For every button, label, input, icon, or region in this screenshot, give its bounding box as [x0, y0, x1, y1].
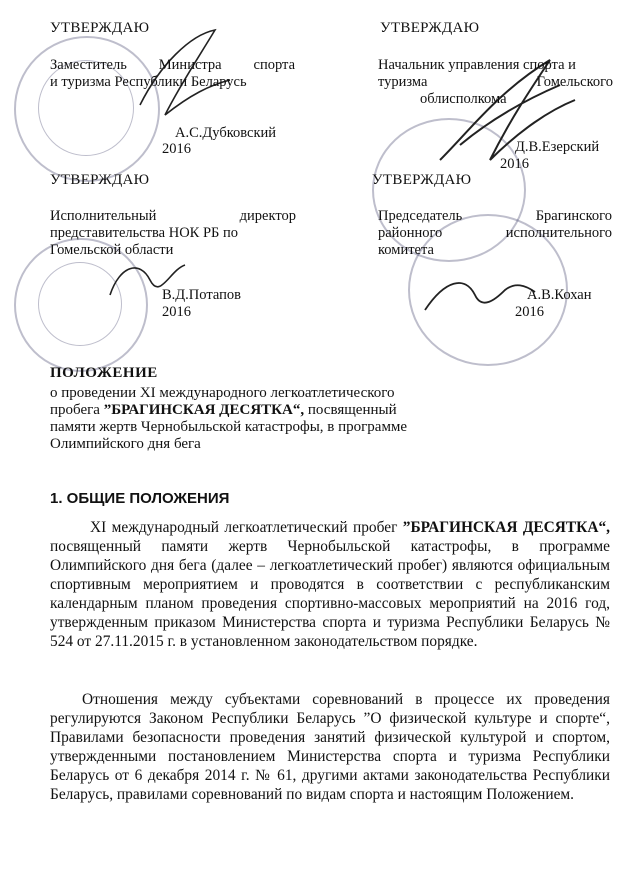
approval-position-2-line2 [378, 74, 613, 91]
approval-heading-2: УТВЕРЖДАЮ [380, 20, 480, 36]
approval-position-1-line2: и туризма Республики Беларусь [50, 74, 247, 90]
subtitle-line-4: Олимпийского дня бега [50, 436, 201, 452]
approval-position-4-line1 [378, 208, 612, 225]
approval-4-word-c: районного [378, 225, 443, 241]
approval-2-word-a: туризма [378, 74, 428, 90]
approval-position-1-line1 [50, 57, 295, 74]
approval-position-3-line2: представительства НОК РБ по [50, 225, 238, 241]
approval-heading-3: УТВЕРЖДАЮ [50, 172, 150, 188]
approval-1-word-c: спорта [253, 57, 296, 73]
paragraph-1-rest: посвященный памяти жертв Чернобыльской катастрофы, в программе Олимпийского дня бега (далее – легкоатлетический пробег) являются официальным спортивным мероприятием и проводятся в соответствии с республиканским календарным планом проведения спортивно-массовых мероприятий на 2016 год, утвержденным приказом Министерства спорта и туризма Республики Беларусь № 524 от 27.11.2015 г. в установленном законодательством порядке. [50, 538, 610, 650]
approval-year-4: 2016 [515, 304, 544, 320]
approval-3-word-a: Исполнительный [50, 208, 157, 224]
approval-2-word-b: Гомельского [536, 74, 613, 90]
approval-heading-1: УТВЕРЖДАЮ [50, 20, 150, 36]
approval-name-1: А.С.Дубковский [175, 125, 277, 141]
approval-position-3-line3: Гомельской области [50, 242, 174, 258]
approval-position-4-line2 [378, 225, 612, 242]
subtitle-line-2-c: посвященный [304, 402, 397, 418]
paragraph-1 [50, 518, 610, 651]
paragraph-1-event-name: ”БРАГИНСКАЯ ДЕСЯТКА“, [402, 519, 610, 536]
approval-name-4: А.В.Кохан [527, 287, 592, 303]
section-heading: 1. ОБЩИЕ ПОЛОЖЕНИЯ [50, 490, 230, 507]
document-title: ПОЛОЖЕНИЕ [50, 365, 158, 381]
approval-position-2-line1: Начальник управления спорта и [378, 57, 576, 73]
approval-position-2-line3: облисполкома [420, 91, 507, 107]
approval-4-word-a: Председатель [378, 208, 463, 224]
approval-heading-4: УТВЕРЖДАЮ [372, 172, 472, 188]
approval-name-3: В.Д.Потапов [162, 287, 241, 303]
approval-4-word-b: Брагинского [535, 208, 612, 224]
approval-1-word-a: Заместитель [50, 57, 127, 73]
approval-name-2: Д.В.Езерский [515, 139, 600, 155]
approval-3-word-b: директор [239, 208, 296, 224]
subtitle-line-1: о проведении XI международного легкоатлетического [50, 385, 395, 401]
approval-year-1: 2016 [162, 141, 191, 157]
approval-position-4-line3: комитета [378, 242, 434, 258]
paragraph-2: Отношения между субъектами соревнований в процессе их проведения регулируются Законом Республики Беларусь ”О физической культуре и спорте“, Правилами безопасности проведения занятий физической культурой и спортом, утвержденными постановлением Министерства спорта и туризма Республики Беларусь от 6 декабря 2014 г. № 61, другими актами законодательства Республики Беларусь, правилами соревнований по видам спорта и настоящим Положением. [50, 691, 610, 803]
approval-position-3-line1 [50, 208, 296, 225]
document-subtitle [50, 385, 480, 453]
event-name: ”БРАГИНСКАЯ ДЕСЯТКА“, [103, 402, 305, 418]
approval-4-word-d: исполнительного [505, 225, 612, 241]
approval-year-2: 2016 [500, 156, 529, 172]
paragraph-1-start: XI международный легкоатлетический пробег [90, 519, 403, 536]
approval-1-word-b: Министра [158, 57, 222, 73]
subtitle-line-2 [50, 402, 480, 419]
signature-4 [420, 270, 540, 330]
subtitle-line-2-a: пробега [50, 402, 104, 418]
subtitle-line-3: памяти жертв Чернобыльской катастрофы, в программе [50, 419, 408, 435]
approval-year-3: 2016 [162, 304, 191, 320]
